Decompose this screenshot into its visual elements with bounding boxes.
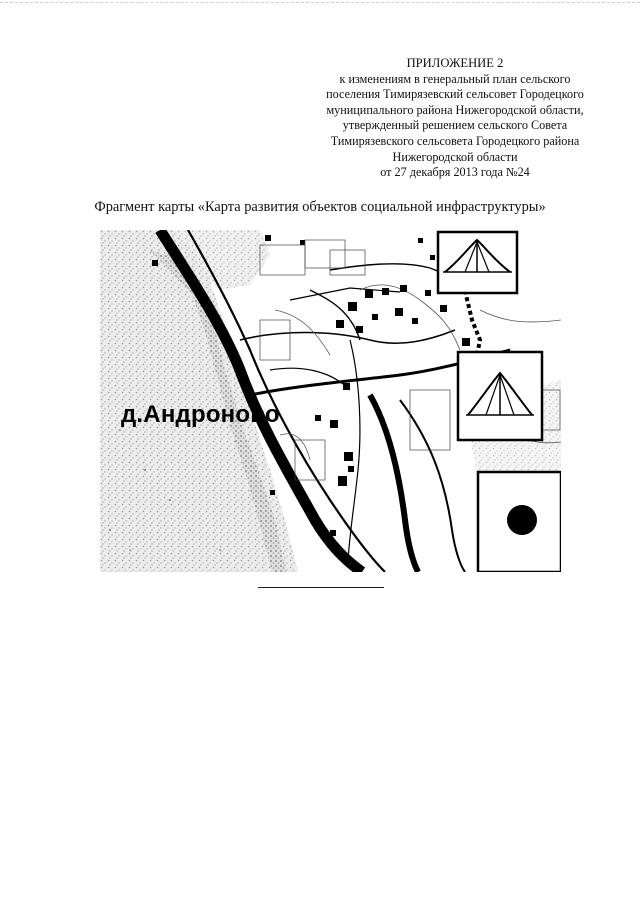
page-top-edge [0,2,640,3]
appendix-line: поселения Тимирязевский сельсовет Городецкого [326,87,584,102]
appendix-header [300,56,610,181]
appendix-line: к изменениям в генеральный план сельского [339,71,571,86]
appendix-line: от 27 декабря 2013 года №24 [380,165,530,180]
appendix-line: муниципального района Нижегородской области, [326,102,584,117]
filled-circle-symbol [478,472,561,572]
village-label: д.Андроново [121,401,280,428]
map-fragment [100,230,561,572]
tent-symbol-2 [458,352,542,440]
appendix-line: Нижегородской области [392,149,518,164]
map-fragment-title: Фрагмент карты «Карта развития объектов социальной инфраструктуры» [94,199,546,215]
appendix-line: утвержденный решением сельского Совета [342,118,568,133]
divider-line [258,587,384,588]
appendix-title: ПРИЛОЖЕНИЕ 2 [406,56,504,70]
appendix-line: Тимирязевского сельсовета Городецкого района [330,133,580,148]
tent-symbol-1 [438,232,517,293]
village-street [240,330,455,343]
curved-road-right [370,395,418,572]
contour-line [480,310,561,322]
